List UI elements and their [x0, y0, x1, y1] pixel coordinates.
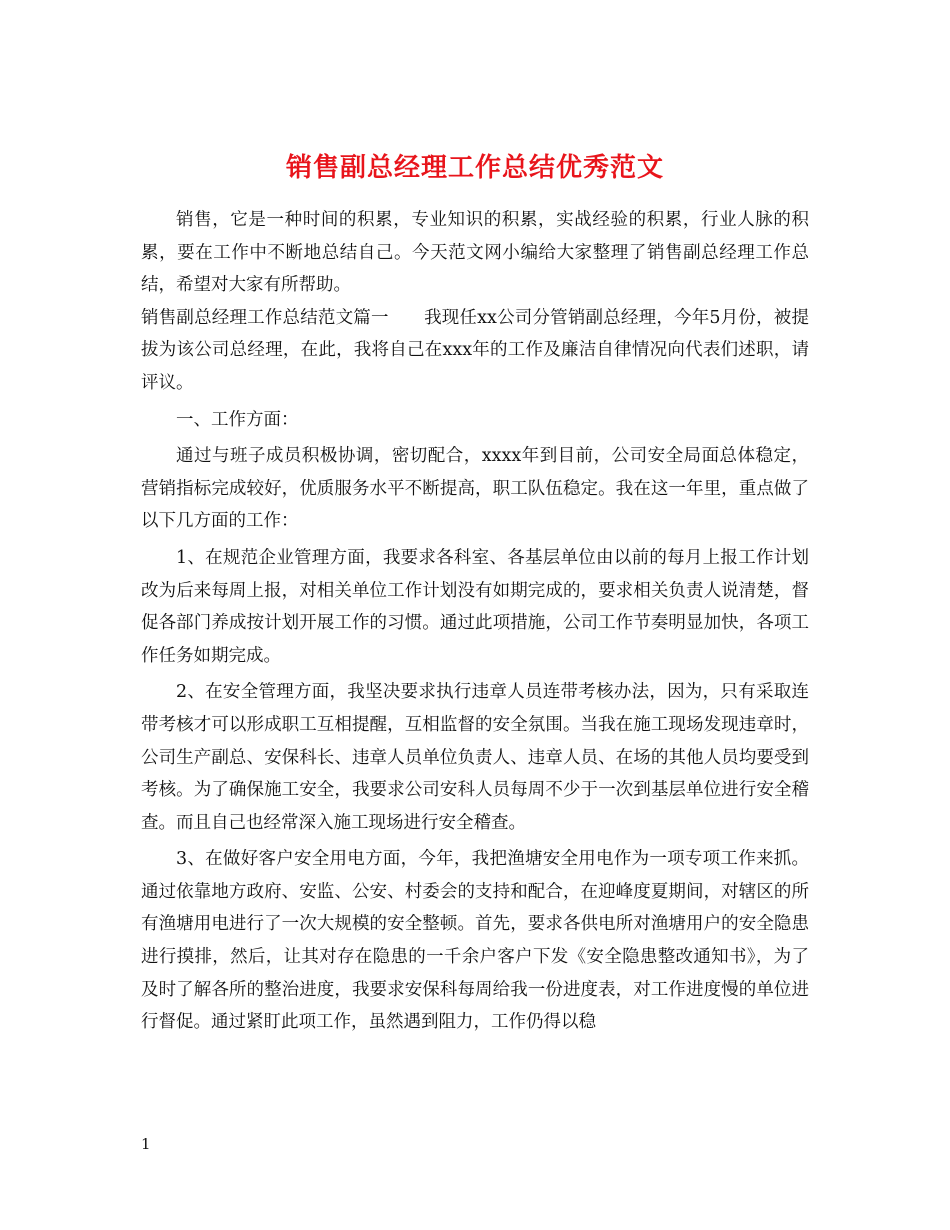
heading-work-aspects: 一、工作方面：: [176, 409, 299, 430]
document-title: 销售副总经理工作总结优秀范文: [285, 153, 664, 184]
paragraph-overview: 通过与班子成员积极协调，密切配合，xxxx年到目前，公司安全局面总体稳定，营销指标完成较好，优质服务水平不断提高，职工队伍稳定。我在这一年里，重点做了以下几方面的工作：: [141, 446, 809, 532]
paragraph-item-2: 2、在安全管理方面，我坚决要求执行违章人员连带考核办法，因为，只有采取连带考核才可以形成职工互相提醒，互相监督的安全氛围。当我在施工现场发现违章时，公司生产副总、安保科长、违章人员单位负责人、违章人员、在场的其他人员均要受到考核。为了确保施工安全，我要求公司安科人员每周不少于一次到基层单位进行安全稽查。而且自己也经常深入施工现场进行安全稽查。: [141, 682, 809, 833]
paragraph-section-one-intro: 销售副总经理工作总结范文篇一 我现任xx公司分管销副总经理，今年5月份，被提拔为该公司总经理，在此，我将自己在xxx年的工作及廉洁自律情况向代表们述职，请评议。: [141, 307, 809, 393]
paragraph-intro: 销售，它是一种时间的积累，专业知识的积累，实战经验的积累，行业人脉的积累，要在工作中不断地总结自己。今天范文网小编给大家整理了销售副总经理工作总结，希望对大家有所帮助。: [141, 210, 809, 296]
page-number: 1: [141, 1135, 151, 1153]
paragraph-item-1: 1、在规范企业管理方面，我要求各科室、各基层单位由以前的每月上报工作计划改为后来每周上报，对相关单位工作计划没有如期完成的，要求相关负责人说清楚，督促各部门养成按计划开展工作的习惯。通过此项措施，公司工作节奏明显加快，各项工作任务如期完成。: [141, 547, 809, 666]
paragraph-item-3: 3、在做好客户安全用电方面，今年，我把渔塘安全用电作为一项专项工作来抓。通过依靠地方政府、安监、公安、村委会的支持和配合，在迎峰度夏期间，对辖区的所有渔塘用电进行了一次大规模的安全整顿。首先，要求各供电所对渔塘用户的安全隐患进行摸排，然后，让其对存在隐患的一千余户客户下发《安全隐患整改通知书》，为了及时了解各所的整治进度，我要求安保科每周给我一份进度表，对工作进度慢的单位进行督促。通过紧盯此项工作，虽然遇到阻力，工作仍得以稳: [141, 849, 809, 1033]
document-body: [141, 204, 809, 1039]
